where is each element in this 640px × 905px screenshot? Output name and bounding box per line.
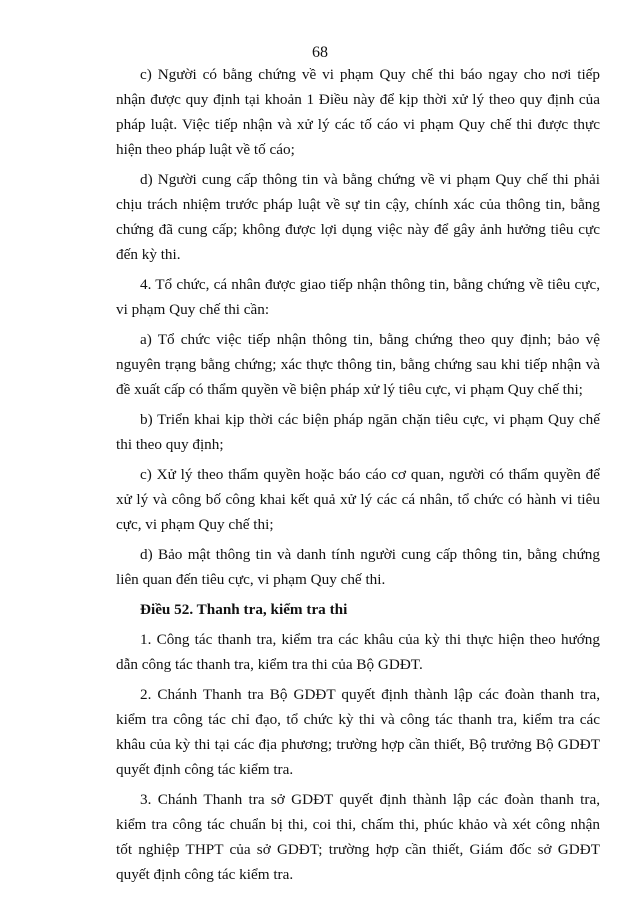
paragraph-3c: c) Người có bằng chứng về vi phạm Quy chế thi báo ngay cho nơi tiếp nhận được quy định tại khoản 1 Điều này để kịp thời xử lý theo quy định của pháp luật. Việc tiếp nhận và xử lý các tố cáo vi phạm Quy chế thi được thực hiện theo pháp luật về tố cáo; [116, 66, 600, 158]
article-52-clause-2: 2. Chánh Thanh tra Bộ GDĐT quyết định thành lập các đoàn thanh tra, kiểm tra công tác chỉ đạo, tổ chức kỳ thi và công tác thanh tra, kiểm tra các khâu của kỳ thi tại các địa phương; trường hợp cần thiết, Bộ trưởng Bộ GDĐT quyết định công tác kiểm tra. [116, 686, 600, 778]
paragraph-4d: d) Bảo mật thông tin và danh tính người cung cấp thông tin, bằng chứng liên quan đến tiêu cực, vi phạm Quy chế thi. [116, 546, 600, 588]
article-52-heading: Điều 52. Thanh tra, kiểm tra thi [140, 601, 348, 618]
document-body [116, 62, 600, 892]
paragraph-4c: c) Xử lý theo thẩm quyền hoặc báo cáo cơ quan, người có thẩm quyền để xử lý và công bố công khai kết quả xử lý các cá nhân, tổ chức có hành vi tiêu cực, vi phạm Quy chế thi; [116, 466, 600, 533]
paragraph-4a: a) Tổ chức việc tiếp nhận thông tin, bằng chứng theo quy định; bảo vệ nguyên trạng bằng chứng; xác thực thông tin, bằng chứng sau khi tiếp nhận và đề xuất cấp có thẩm quyền về biện pháp xử lý tiêu cực, vi phạm Quy chế thi; [116, 331, 600, 398]
paragraph-3d: d) Người cung cấp thông tin và bằng chứng về vi phạm Quy chế thi phải chịu trách nhiệm trước pháp luật về sự tin cậy, chính xác của thông tin, bằng chứng đã cung cấp; không được lợi dụng việc này để gây ảnh hưởng tiêu cực đến kỳ thi. [116, 171, 600, 263]
paragraph-4: 4. Tổ chức, cá nhân được giao tiếp nhận thông tin, bằng chứng về tiêu cực, vi phạm Quy chế thi cần: [116, 276, 600, 318]
article-52-clause-3: 3. Chánh Thanh tra sở GDĐT quyết định thành lập các đoàn thanh tra, kiểm tra công tác chuẩn bị thi, coi thi, chấm thi, phúc khảo và xét công nhận tốt nghiệp THPT của sở GDĐT; trường hợp cần thiết, Giám đốc sở GDĐT quyết định công tác kiểm tra. [116, 791, 600, 883]
page-number: 68 [312, 44, 328, 61]
article-52-clause-1: 1. Công tác thanh tra, kiểm tra các khâu của kỳ thi thực hiện theo hướng dẫn công tác thanh tra, kiểm tra thi của Bộ GDĐT. [116, 631, 600, 673]
paragraph-4b: b) Triển khai kịp thời các biện pháp ngăn chặn tiêu cực, vi phạm Quy chế thi theo quy định; [116, 411, 600, 453]
